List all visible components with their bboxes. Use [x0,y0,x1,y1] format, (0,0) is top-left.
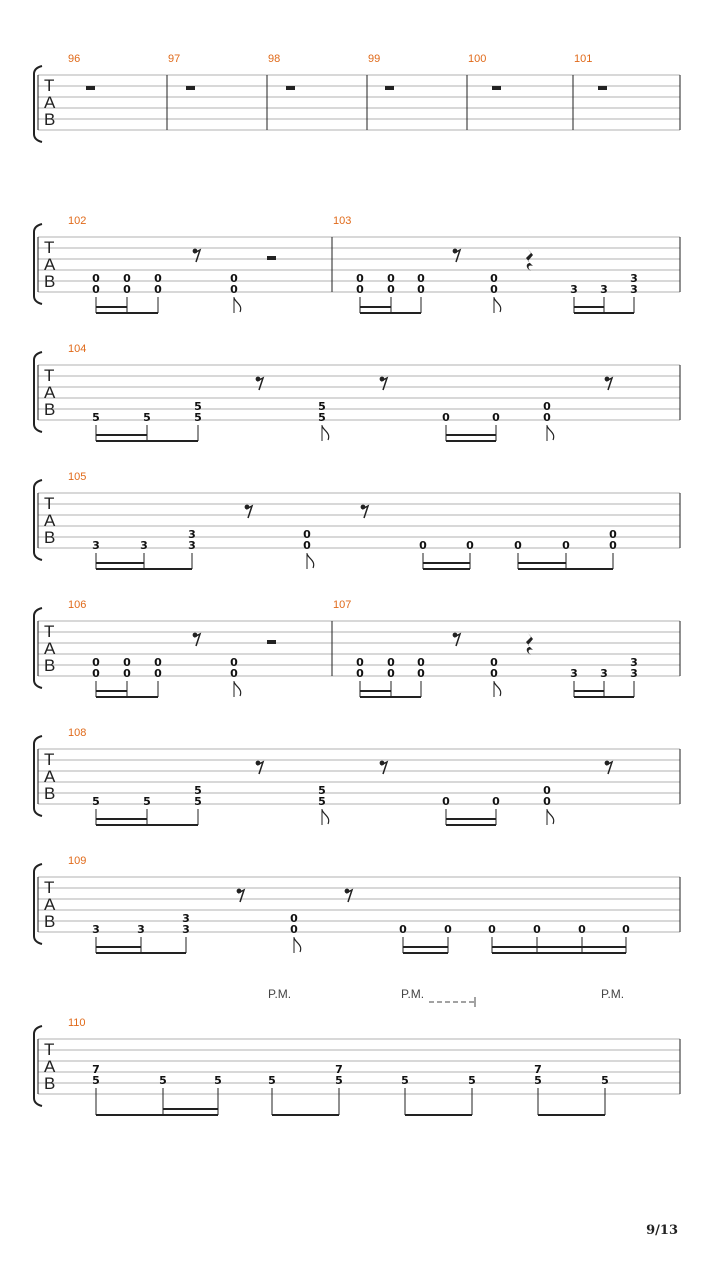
rhythm-stems [96,297,634,313]
fret-number: 5 [335,1074,343,1087]
fret-number: 0 [444,923,452,936]
fret-number: 5 [92,795,100,808]
fret-number: 0 [543,400,551,413]
fret-number: 0 [562,539,570,552]
rhythm-stems [96,553,613,569]
measure-number: 102 [68,215,87,227]
tab-clef-a: A [44,895,56,914]
measure-number: 99 [368,53,381,65]
tab-clef-a: A [44,1057,56,1076]
fret-number: 0 [399,923,407,936]
eighth-rest [256,377,263,390]
eighth-rest [245,505,252,518]
fret-number: 0 [492,411,500,424]
measure-number: 100 [468,53,487,65]
tab-clef-b: B [44,1074,56,1093]
fret-number: 0 [543,795,551,808]
fret-number: 0 [387,656,395,669]
page-number: 9/13 [646,1223,678,1238]
fret-number: 0 [488,923,496,936]
fret-number: 0 [123,667,131,680]
quarter-rest [526,249,533,271]
fret-number: 5 [92,411,100,424]
measure-number: 108 [68,727,87,739]
rhythm-stems [96,425,547,441]
staff-lines [38,365,680,420]
half-rest [267,640,276,644]
fret-number: 3 [182,912,190,925]
fret-number: 3 [630,656,638,669]
staff-lines [38,493,680,548]
tab-clef-b: B [44,656,56,675]
fret-number: 0 [230,667,238,680]
fret-number: 0 [578,923,586,936]
fret-number: 0 [356,667,364,680]
measure-number: 109 [68,855,87,867]
staff-lines [38,75,680,130]
tab-clef-t: T [44,494,55,513]
eighth-rest [193,633,200,646]
fret-number: 3 [570,667,578,680]
fret-number: 0 [490,656,498,669]
fret-number: 0 [442,411,450,424]
fret-number: 3 [630,272,638,285]
fret-number: 3 [188,528,196,541]
fret-number: 5 [194,795,202,808]
eighth-rest [345,889,352,902]
rhythm-stems [96,681,634,697]
eighth-rest [605,377,612,390]
fret-number: 0 [490,667,498,680]
tab-clef-t: T [44,622,55,641]
fret-number: 0 [609,539,617,552]
fret-number: 5 [143,795,151,808]
fret-number: 3 [600,283,608,296]
tab-clef-b: B [44,272,56,291]
fret-number: 5 [194,784,202,797]
fret-number: 0 [387,667,395,680]
tab-system-3 [34,343,680,441]
measure-number: 107 [333,599,352,611]
fret-number: 0 [417,272,425,285]
fret-number: 0 [290,912,298,925]
eighth-rest [605,761,612,774]
eighth-rest [380,761,387,774]
fret-number: 3 [570,283,578,296]
fret-number: 3 [137,923,145,936]
fret-number: 0 [622,923,630,936]
tab-clef-b: B [44,912,56,931]
measure-number: 105 [68,471,87,483]
measure-number: 101 [574,53,593,65]
measure-number: 96 [68,53,81,65]
fret-number: 0 [303,539,311,552]
fret-number: 0 [356,272,364,285]
fret-number: 7 [335,1063,343,1076]
tab-clef-b: B [44,110,56,129]
fret-number: 0 [543,411,551,424]
fret-number: 7 [534,1063,542,1076]
fret-number: 5 [214,1074,222,1087]
quarter-rest [526,633,533,655]
fret-number: 5 [159,1074,167,1087]
eighth-rest [237,889,244,902]
fret-number: 0 [92,656,100,669]
fret-number: 0 [609,528,617,541]
tab-system-5 [34,599,680,697]
tab-clef-a: A [44,639,56,658]
fret-number: 0 [490,272,498,285]
barlines [167,75,680,130]
eighth-rest [193,249,200,262]
measure-number: 97 [168,53,181,65]
fret-number: 0 [543,784,551,797]
fret-numbers [92,656,638,680]
fret-number: 0 [387,272,395,285]
fret-number: 0 [419,539,427,552]
tab-system-7 [34,855,680,953]
half-rests [86,86,607,90]
fret-number: 0 [387,283,395,296]
fret-numbers [92,784,551,808]
fret-number: 0 [417,667,425,680]
staff-lines [38,749,680,804]
fret-number: 5 [268,1074,276,1087]
measure-number: 110 [68,1017,86,1029]
palm-mute-marking: P.M. [401,987,425,1001]
tab-clef-b: B [44,784,56,803]
fret-numbers [92,912,630,936]
tab-clef-b: B [44,528,56,547]
tab-clef-b: B [44,400,56,419]
fret-number: 0 [514,539,522,552]
fret-number: 0 [356,283,364,296]
tab-clef-t: T [44,238,55,257]
rhythm-stems [96,1088,605,1115]
fret-number: 5 [143,411,151,424]
fret-number: 0 [154,272,162,285]
fret-number: 0 [92,283,100,296]
fret-number: 5 [401,1074,409,1087]
eighth-rest [380,377,387,390]
fret-number: 3 [140,539,148,552]
tab-clef-a: A [44,255,56,274]
fret-number: 0 [417,283,425,296]
fret-number: 3 [630,283,638,296]
fret-number: 0 [466,539,474,552]
fret-number: 0 [417,656,425,669]
fret-number: 0 [290,923,298,936]
fret-number: 5 [318,795,326,808]
measure-number: 104 [68,343,87,355]
fret-numbers [92,528,617,552]
fret-number: 3 [92,923,100,936]
fret-number: 0 [533,923,541,936]
fret-number: 0 [154,283,162,296]
fret-number: 3 [630,667,638,680]
fret-number: 5 [318,411,326,424]
fret-number: 5 [194,411,202,424]
fret-number: 0 [442,795,450,808]
fret-number: 5 [601,1074,609,1087]
fret-number: 0 [154,656,162,669]
measure-number: 103 [333,215,352,227]
fret-number: 5 [194,400,202,413]
tab-clef-t: T [44,1040,55,1059]
fret-number: 0 [230,283,238,296]
fret-number: 0 [490,283,498,296]
fret-number: 3 [92,539,100,552]
tab-clef-a: A [44,511,56,530]
eighth-rest [361,505,368,518]
tab-system-1 [34,53,680,142]
fret-number: 3 [600,667,608,680]
tab-clef-t: T [44,878,55,897]
fret-number: 0 [92,667,100,680]
fret-number: 0 [492,795,500,808]
eighth-rest [453,633,460,646]
half-rest [267,256,276,260]
tab-clef-a: A [44,383,56,402]
fret-number: 0 [154,667,162,680]
fret-number: 0 [123,272,131,285]
tab-clef-a: A [44,93,56,112]
fret-number: 0 [92,272,100,285]
fret-number: 5 [92,1074,100,1087]
tab-clef-t: T [44,366,55,385]
measure-number: 106 [68,599,87,611]
fret-number: 5 [468,1074,476,1087]
fret-number: 5 [318,400,326,413]
fret-number: 0 [303,528,311,541]
fret-number: 0 [356,656,364,669]
tab-system-8 [34,987,680,1115]
palm-mute-marking: P.M. [268,987,292,1001]
fret-number: 0 [123,283,131,296]
tab-system-6 [34,727,680,825]
measure-number: 98 [268,53,281,65]
palm-mute-marking: P.M. [601,987,625,1001]
eighth-rest [256,761,263,774]
fret-number: 7 [92,1063,100,1076]
fret-number: 3 [188,539,196,552]
rhythm-stems [96,809,547,825]
fret-number: 3 [182,923,190,936]
fret-number: 0 [230,656,238,669]
rhythm-stems [96,937,626,953]
eighth-rest [453,249,460,262]
fret-number: 0 [123,656,131,669]
staff-lines [38,1039,680,1094]
fret-number: 0 [230,272,238,285]
tab-clef-t: T [44,750,55,769]
tab-system-4 [34,471,680,569]
tab-clef-a: A [44,767,56,786]
fret-number: 5 [534,1074,542,1087]
fret-number: 5 [318,784,326,797]
tab-system-2 [34,215,680,313]
tab-clef-t: T [44,76,55,95]
